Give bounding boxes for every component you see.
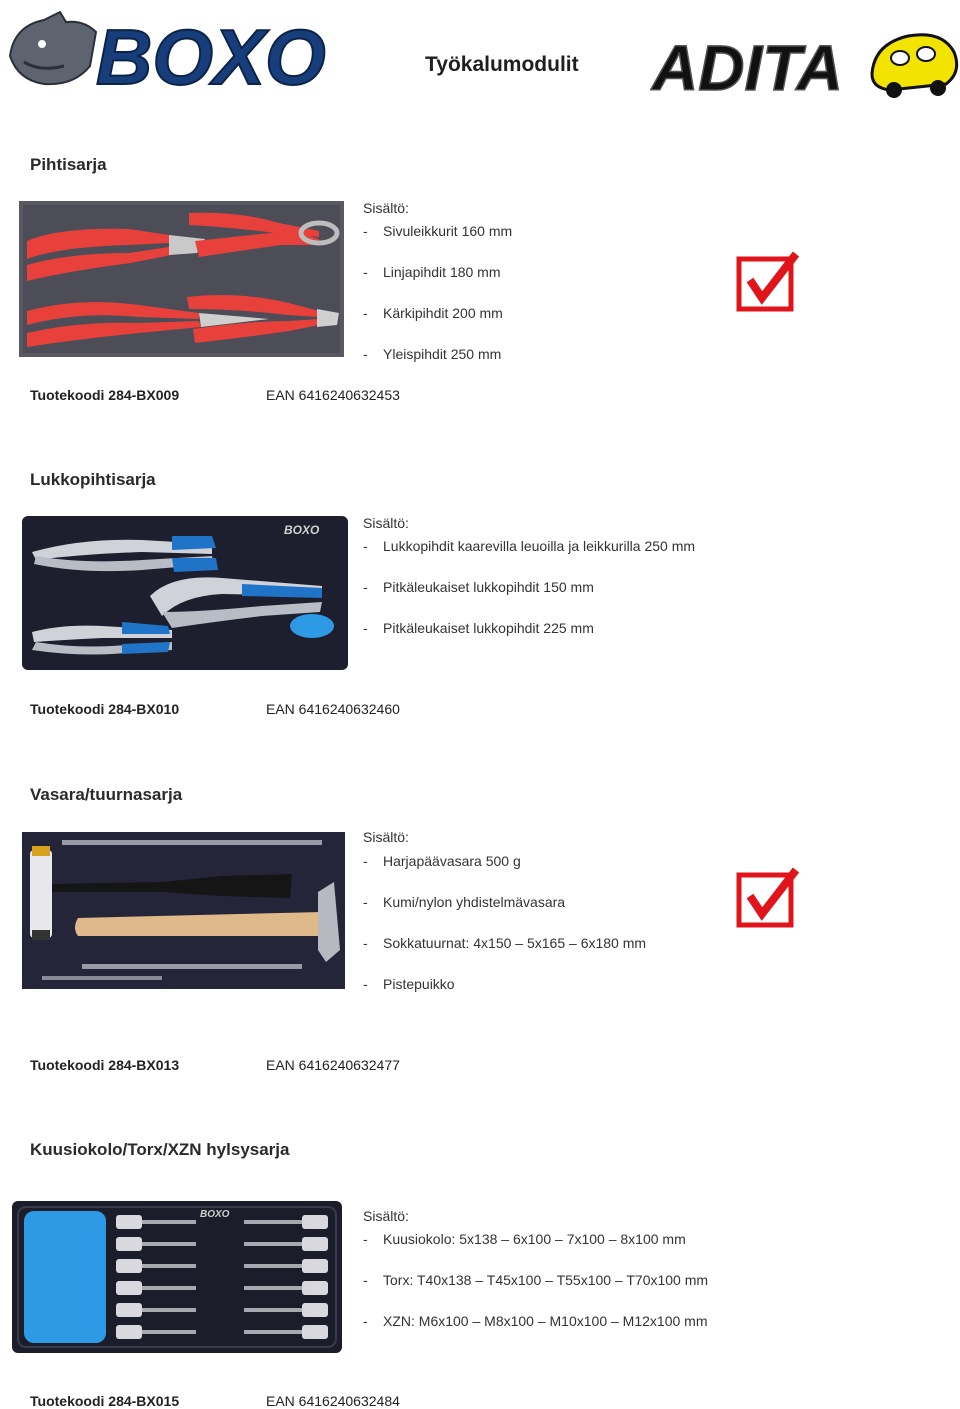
list-item-text: Torx: T40x138 – T45x100 – T55x100 – T70x100 mm [383, 1272, 709, 1288]
product-code: Tuotekoodi 284-BX015 [30, 1393, 180, 1409]
list-dash: - [363, 538, 368, 554]
list-dash: - [363, 976, 368, 992]
hammer-set-photo [22, 832, 345, 989]
list-item [363, 1272, 708, 1288]
list-item [363, 894, 565, 910]
list-item-text: Lukkopihdit kaarevilla leuoilla ja leikkurilla 250 mm [383, 538, 696, 554]
bit-socket-set-photo [12, 1201, 342, 1353]
list-item [363, 935, 646, 951]
list-item [363, 223, 512, 239]
list-dash: - [363, 620, 368, 636]
boxo-logo [4, 6, 356, 94]
adita-logo [650, 28, 960, 100]
list-item [363, 1313, 708, 1329]
list-item-text: XZN: M6x100 – M8x100 – M10x100 – M12x100 mm [383, 1313, 708, 1329]
list-item [363, 538, 695, 554]
ean-code: EAN 6416240632460 [266, 701, 400, 717]
list-dash: - [363, 223, 368, 239]
list-dash: - [363, 1313, 368, 1329]
ean-code: EAN 6416240632477 [266, 1057, 400, 1073]
section-title-pihtisarja: Pihtisarja [30, 155, 107, 174]
product-code: Tuotekoodi 284-BX013 [30, 1057, 180, 1073]
contents-label: Sisältö: [363, 1208, 409, 1224]
page-title: Työkalumodulit [425, 53, 579, 76]
tray-brand-mark: BOXO [200, 1209, 230, 1220]
list-dash: - [363, 579, 368, 595]
ean-code: EAN 6416240632484 [266, 1393, 400, 1409]
list-item-text: Yleispihdit 250 mm [383, 346, 502, 362]
list-dash: - [363, 935, 368, 951]
adita-logo-text: ADITA [652, 32, 843, 100]
section-title-hylsysarja: Kuusiokolo/Torx/XZN hylsysarja [30, 1140, 290, 1159]
ean-code: EAN 6416240632453 [266, 387, 400, 403]
tray-brand-mark: BOXO [284, 523, 320, 537]
list-item-text: Sokkatuurnat: 4x150 – 5x165 – 6x180 mm [383, 935, 647, 951]
product-code: Tuotekoodi 284-BX010 [30, 701, 180, 717]
list-dash: - [363, 346, 368, 362]
list-item [363, 305, 503, 321]
list-dash: - [363, 305, 368, 321]
contents-label: Sisältö: [363, 829, 409, 845]
list-item-text: Kumi/nylon yhdistelmävasara [383, 894, 566, 910]
contents-label: Sisältö: [363, 200, 409, 216]
section-title-vasara-tuurnasarja: Vasara/tuurnasarja [30, 785, 183, 804]
section-title-lukkopihtisarja: Lukkopihtisarja [30, 470, 156, 489]
checkbox-checked-icon [736, 866, 800, 930]
list-dash: - [363, 1272, 368, 1288]
list-item [363, 1231, 686, 1247]
list-item-text: Harjapäävasara 500 g [383, 853, 521, 869]
list-dash: - [363, 853, 368, 869]
list-item-text: Sivuleikkurit 160 mm [383, 223, 513, 239]
list-item-text: Linjapihdit 180 mm [383, 264, 501, 280]
list-item [363, 579, 594, 595]
list-item [363, 853, 521, 869]
list-item-text: Kärkipihdit 200 mm [383, 305, 503, 321]
pliers-set-photo [19, 201, 344, 357]
boxo-logo-text: BOXO [96, 13, 326, 94]
product-code: Tuotekoodi 284-BX009 [30, 387, 180, 403]
list-item [363, 346, 501, 362]
list-item-text: Pistepuikko [383, 976, 455, 992]
list-item-text: Kuusiokolo: 5x138 – 6x100 – 7x100 – 8x100 mm [383, 1231, 686, 1247]
list-item [363, 620, 594, 636]
list-item [363, 264, 501, 280]
checkbox-checked-icon [736, 250, 800, 314]
list-item-text: Pitkäleukaiset lukkopihdit 150 mm [383, 579, 594, 595]
locking-pliers-set-photo [22, 516, 348, 670]
list-dash: - [363, 264, 368, 280]
list-dash: - [363, 1231, 368, 1247]
list-item-text: Pitkäleukaiset lukkopihdit 225 mm [383, 620, 594, 636]
list-item [363, 976, 455, 992]
list-dash: - [363, 894, 368, 910]
contents-label: Sisältö: [363, 515, 409, 531]
